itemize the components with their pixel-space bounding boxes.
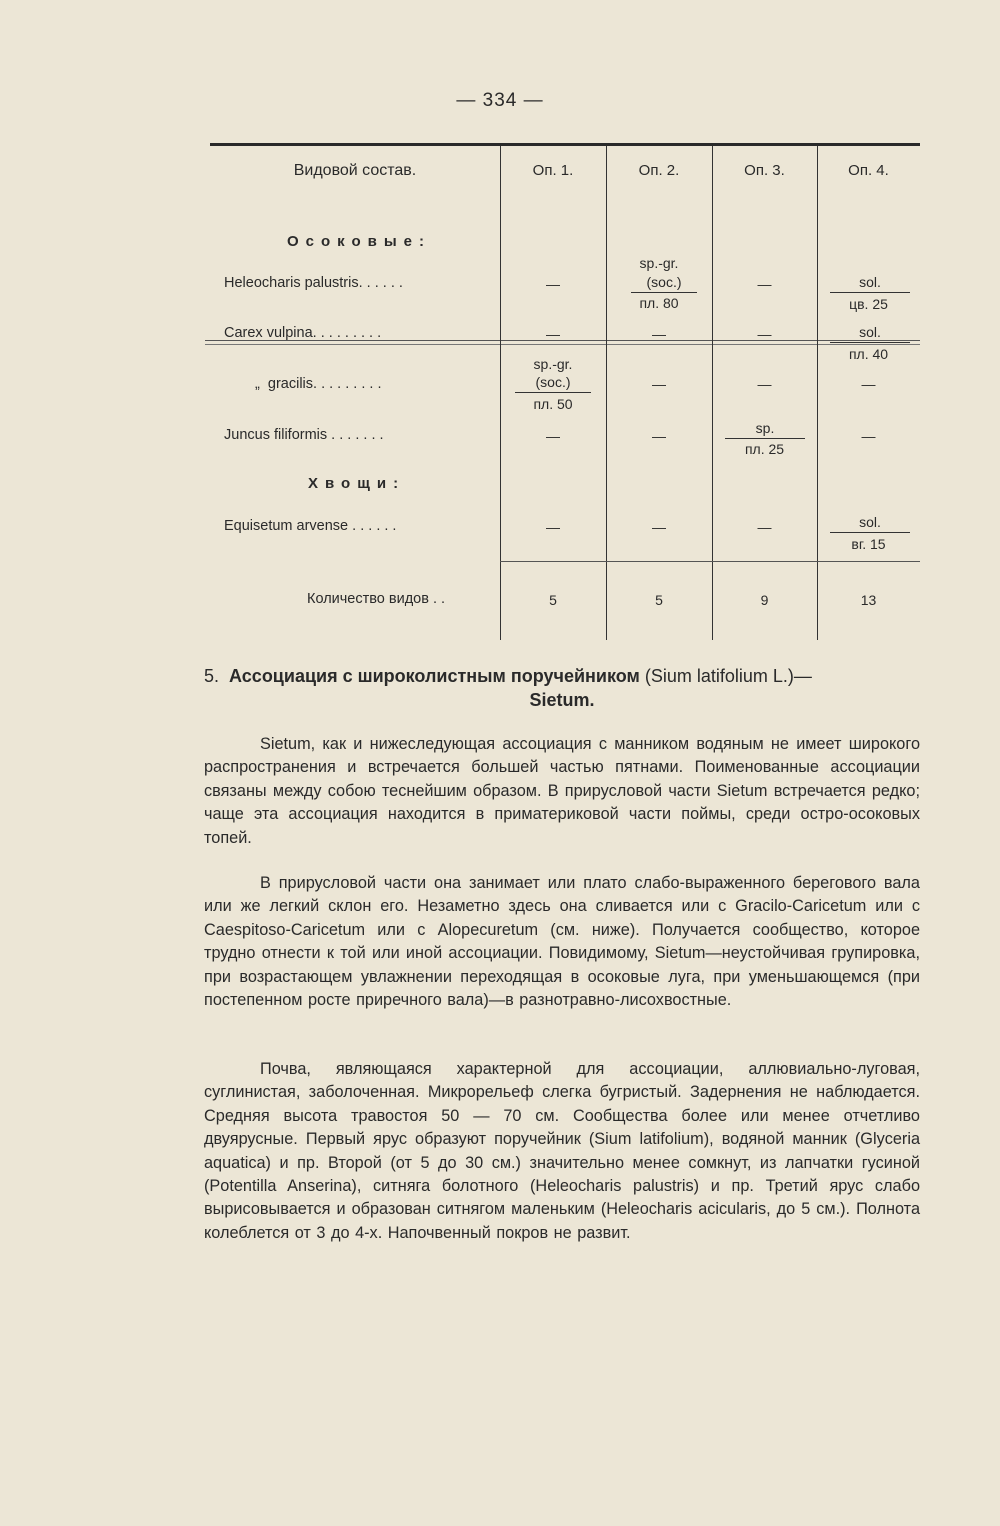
- row-label-heleocharis: Heleocharis palustris. . . . . .: [224, 275, 403, 291]
- cell-r1-op3: —: [757, 276, 772, 292]
- cell-r5-op3: —: [757, 519, 772, 535]
- header-species: Видовой состав.: [293, 162, 417, 179]
- total-op1: 5: [549, 592, 557, 608]
- cell-r4-op3-bottom: пл. 25: [744, 441, 785, 457]
- cell-r4-op2: —: [652, 428, 666, 444]
- cell-r3-op1-top: sp.-gr.: [533, 356, 573, 372]
- total-label: Количество видов . .: [307, 591, 446, 607]
- species-table: [210, 140, 920, 640]
- cell-r1-op4-top: sol.: [830, 274, 910, 293]
- section-title: Ассоциация с широколистным поручейником: [229, 666, 640, 686]
- row-label-juncus: Juncus filiformis . . . . . . .: [224, 427, 384, 443]
- cell-r2-op2: —: [652, 326, 666, 342]
- header-op4: Оп. 4.: [848, 162, 889, 179]
- cell-r2-op4-top: sol.: [830, 324, 910, 343]
- section-latin-name: (Sium latifolium L.)—: [644, 666, 812, 686]
- cell-r1-op2-bottom: пл. 80: [639, 295, 679, 311]
- section-subtitle: Sietum.: [529, 690, 595, 710]
- cell-r3-op1-mid: (soc.): [515, 374, 591, 393]
- total-op2: 5: [655, 592, 663, 608]
- header-op3: Оп. 3.: [744, 162, 785, 179]
- cell-r1-op2-mid: (soc.): [631, 274, 697, 293]
- cell-r1-op2-top: sp.-gr.: [639, 255, 679, 271]
- cell-r5-op4-bottom: вг. 15: [851, 536, 886, 552]
- column-divider: [817, 146, 818, 640]
- table-header-rule-2: [205, 344, 920, 345]
- cell-r3-op4: —: [861, 376, 876, 392]
- row-label-carex-vulpina: Carex vulpina. . . . . . . . .: [224, 325, 382, 341]
- paragraph-2: В прирусловой части она занимает или плато слабо-выраженного берегового вала или же легкий склон его. Незаметно здесь она сливается или с Gracilo-Caricetum или с Caespitoso-Caricetum или с Alopecuretum (см. ниже). Получается сообщество, которое трудно отнести к той или иной ассоциации. Повидимому, Sietum—неустойчивая групировка, при возрастающем увлажнении переходящая в осоковые луга, при уменьшающемся (при постепенном росте приречного вала)—в разнотравно-лисохвостные.: [204, 874, 920, 1010]
- cell-r1-op1: —: [546, 276, 560, 292]
- section-horsetails: Хвощи:: [308, 475, 406, 492]
- total-rule: [500, 561, 920, 562]
- table-top-rule: [210, 143, 920, 146]
- section-number: 5.: [204, 666, 220, 686]
- total-op4: 13: [860, 592, 877, 608]
- row-label-carex-gracilis: „ gracilis. . . . . . . . .: [255, 376, 382, 392]
- cell-r4-op1: —: [546, 428, 560, 444]
- cell-r3-op3: —: [757, 376, 772, 392]
- paragraph-1: Sietum, как и нижеследующая ассоциация с манником водяным не имеет широкого распространения и встречается большей частью пятнами. Поименованные ассоциации связаны между собою теснейшим образом. В прирусловой части Sietum встречается редко; чаще эта ассоциация находится в приматериковой части поймы, среди остро-осоковых топей.: [204, 735, 920, 847]
- column-divider: [606, 146, 607, 640]
- cell-r4-op3-top: sp.: [725, 420, 805, 439]
- cell-r4-op4: —: [861, 428, 876, 444]
- cell-r5-op2: —: [652, 519, 666, 535]
- column-divider: [712, 146, 713, 640]
- cell-r2-op3: —: [757, 326, 772, 342]
- column-divider: [500, 146, 501, 640]
- cell-r2-op4-bottom: пл. 40: [848, 346, 889, 362]
- page-number: — 334 —: [456, 90, 544, 111]
- cell-r5-op4-top: sol.: [830, 514, 910, 533]
- cell-r5-op1: —: [546, 519, 560, 535]
- cell-r2-op1: —: [546, 326, 560, 342]
- section-sedges: Осоковые:: [287, 233, 432, 250]
- header-op1: Оп. 1.: [532, 162, 574, 179]
- total-op3: 9: [760, 592, 769, 608]
- paragraph-3: Почва, являющаяся характерной для ассоциации, аллювиально-луговая, суглинистая, заболоченная. Микрорельеф слегка бугристый. Задернения не наблюдается. Средняя высота травостоя 50 — 70 см. Сообщества более или менее отчетливо двуярусные. Первый ярус образуют поручейник (Sium latifolium), водяной манник (Glyceria aquatica) и пр. Второй (от 5 до 30 см.) значительно менее сомкнут, из лапчатки гусиной (Potentilla Anserina), ситняга болотного (Heleocharis palustris) и пр. Третий ярус слабо вырисовывается и образован ситнягом маленьким (Heleocharis acicularis, до 5 см.). Полнота колеблется от 3 до 4-х. Напочвенный покров не развит.: [204, 1060, 920, 1242]
- cell-r3-op2: —: [652, 376, 666, 392]
- cell-r3-op1-bottom: пл. 50: [533, 396, 573, 412]
- cell-r1-op4-bottom: цв. 25: [849, 296, 888, 312]
- header-op2: Оп. 2.: [638, 162, 680, 179]
- section-heading: [204, 664, 920, 712]
- row-label-equisetum: Equisetum arvense . . . . . .: [224, 518, 397, 534]
